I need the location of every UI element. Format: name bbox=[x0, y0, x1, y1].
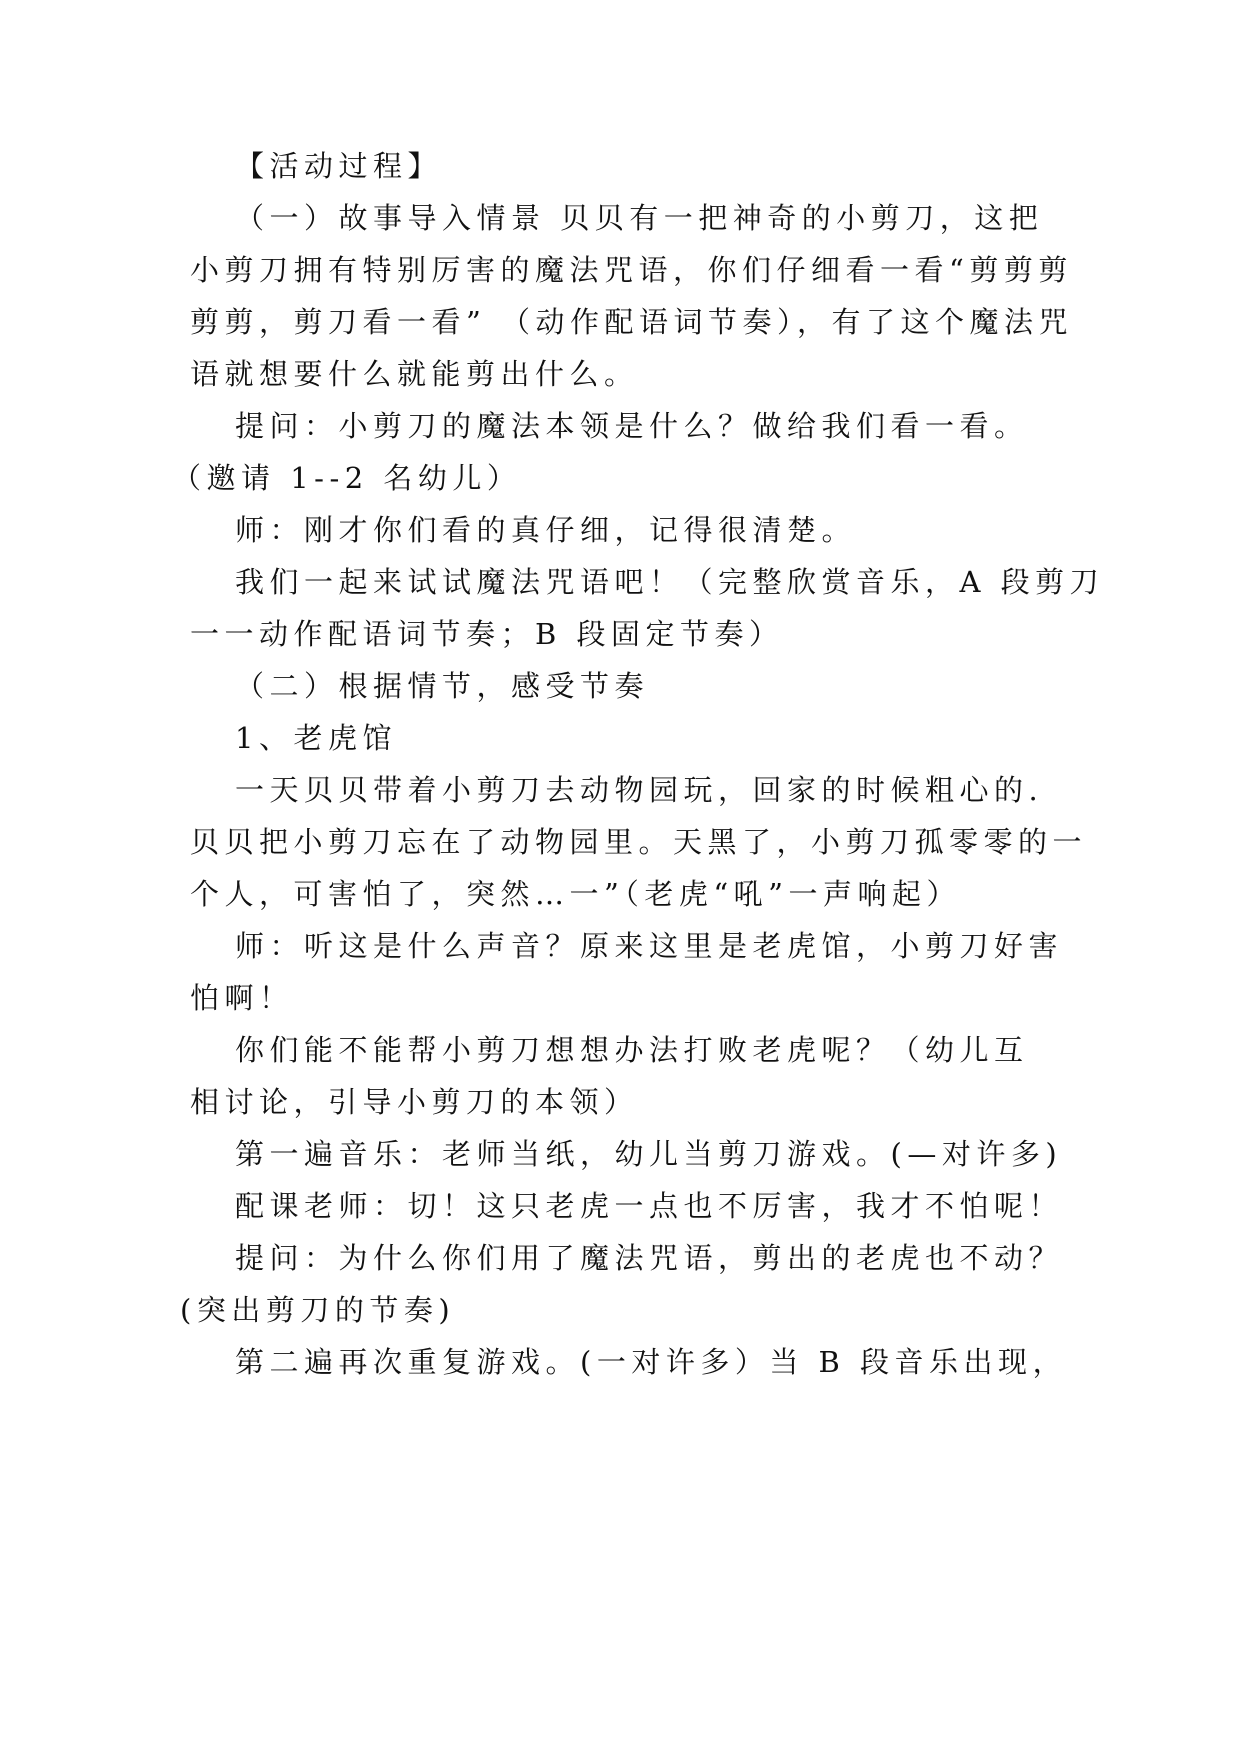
paragraph-line: 第一遍音乐：老师当纸，幼儿当剪刀游戏。(—对许多) bbox=[235, 1137, 1063, 1171]
paragraph-line: 我们一起来试试魔法咒语吧！（完整欣赏音乐，A 段剪刀 bbox=[235, 565, 1105, 599]
paragraph-line: 你们能不能帮小剪刀想想办法打败老虎呢？（幼儿互 bbox=[235, 1033, 1029, 1067]
paragraph-line: 剪剪，剪刀看一看” （动作配语词节奏），有了这个魔法咒 bbox=[190, 305, 1074, 339]
paragraph-line: 个人，可害怕了，突然…一”（老虎“吼”一声响起） bbox=[190, 877, 961, 911]
paragraph-line: 提问：小剪刀的魔法本领是什么？做给我们看一看。 bbox=[235, 409, 1029, 443]
list-item-heading: 1、老虎馆 bbox=[235, 721, 397, 755]
paragraph-line: 一天贝贝带着小剪刀去动物园玩，回家的时候粗心的. bbox=[235, 773, 1044, 807]
paragraph-line: 贝贝把小剪刀忘在了动物园里。天黑了，小剪刀孤零零的一 bbox=[190, 825, 1088, 859]
paragraph-line: 配课老师：切！这只老虎一点也不厉害，我才不怕呢！ bbox=[235, 1189, 1064, 1223]
paragraph-line: 怕啊！ bbox=[190, 981, 294, 1015]
paragraph-line: 师：刚才你们看的真仔细，记得很清楚。 bbox=[235, 513, 857, 547]
paragraph-line: 师：听这是什么声音？原来这里是老虎馆，小剪刀好害 bbox=[235, 929, 1064, 963]
paragraph-line: 相讨论，引导小剪刀的本领） bbox=[190, 1085, 639, 1119]
paragraph-line: 一一动作配语词节奏；B 段固定节奏） bbox=[190, 617, 784, 651]
paragraph-line: 第二遍再次重复游戏。(一对许多）当 B 段音乐出现， bbox=[235, 1345, 1068, 1379]
paragraph-line: 提问：为什么你们用了魔法咒语，剪出的老虎也不动？ bbox=[235, 1241, 1064, 1275]
section-heading: 【活动过程】 bbox=[235, 149, 443, 183]
paragraph-line: 小剪刀拥有特别厉害的魔法咒语，你们仔细看一看“剪剪剪 bbox=[190, 253, 1073, 287]
subsection-heading: （二）根据情节，感受节奏 bbox=[235, 669, 650, 703]
paragraph-line: （一）故事导入情景 贝贝有一把神奇的小剪刀，这把 bbox=[235, 201, 1044, 235]
paragraph-line: 语就想要什么就能剪出什么。 bbox=[190, 357, 639, 391]
paragraph-line: （邀请 1--2 名幼儿） bbox=[172, 461, 522, 495]
paragraph-line: (突出剪刀的节奏) bbox=[180, 1293, 456, 1327]
